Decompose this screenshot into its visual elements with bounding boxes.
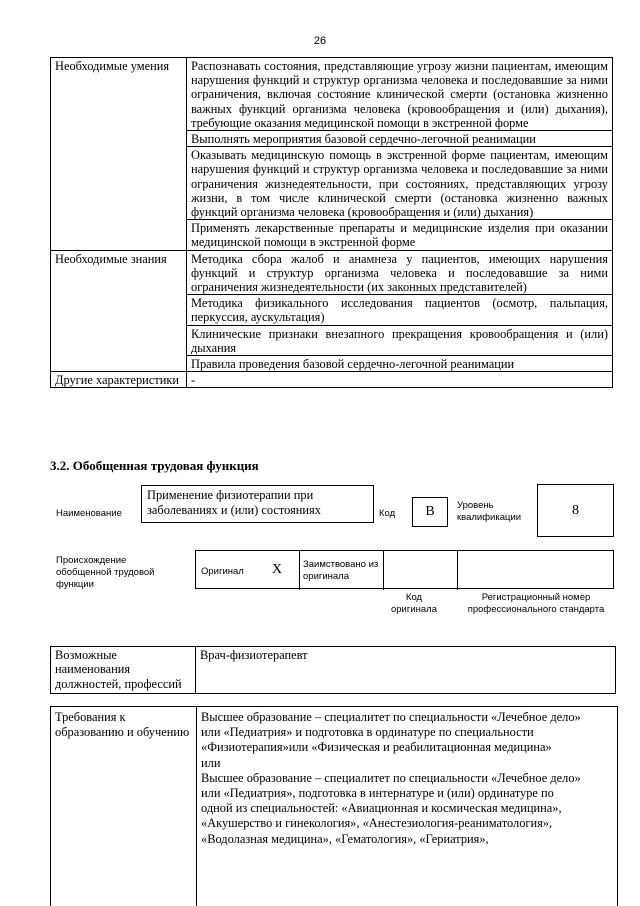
function-name-box: Применение физиотерапии при заболеваниях и (или) состояниях — [141, 485, 374, 523]
original-label: Оригинал — [201, 566, 244, 577]
origin-divider — [383, 551, 384, 590]
skill-item: Выполнять мероприятия базовой сердечно-легочной реанимации — [187, 131, 613, 147]
education-divider — [196, 707, 197, 906]
education-line: или «Педиатрия», подготовка в интернатуре и (или) ординатуре по — [201, 786, 554, 801]
education-line: или «Педиатрия» и подготовка в ординатуре по специальности — [201, 725, 534, 740]
section-title: 3.2. Обобщенная трудовая функция — [50, 458, 259, 473]
positions-value: Врач-физиотерапевт — [196, 647, 616, 694]
name-label: Наименование — [56, 508, 122, 519]
education-line: или — [201, 755, 221, 770]
skill-item: Применять лекарственные препараты и медицинские изделия при оказании медицинской помощи в экстренной форме — [187, 220, 613, 250]
code-original-label: Код оригинала — [390, 592, 437, 615]
level-label: Уровень квалификации — [457, 500, 522, 523]
reg-number-label: Регистрационный номер профессионального стандарта — [467, 592, 605, 615]
knowledge-item: Методика физикального исследования пациентов (осмотр, пальпация, перкуссия, аускультация) — [187, 295, 613, 325]
origin-label: Происхождение обобщенной трудовой функции — [56, 555, 155, 590]
skills-label: Необходимые умения — [51, 58, 187, 251]
education-line: одной из специальностей: «Авиационная и космическая медицина», — [201, 801, 562, 816]
education-value — [201, 710, 613, 847]
education-line: «Физиотерапия»или «Физическая и реабилитационная медицина» — [201, 740, 552, 755]
knowledge-item: Правила проведения базовой сердечно-легочной реанимации — [187, 356, 613, 372]
education-line: «Акушерство и гинекология», «Анестезиология-реаниматология», — [201, 816, 553, 831]
origin-divider — [457, 551, 458, 590]
original-mark: X — [272, 562, 283, 577]
positions-table — [50, 646, 616, 694]
skill-item: Оказывать медицинскую помощь в экстренной форме пациентам, имеющим нарушения функций и структур организма человека и последовавшие за ними ограничения жизнедеятельности, при состояниях, представляющих угрозу жизни, в том числе клинической смерти (остановка жизненно важных функций организма человека (кровообращения и (или) дыхания) — [187, 147, 613, 220]
page-number: 26 — [313, 35, 327, 47]
education-line: «Водолазная медицина», «Гематология», «Гериатрия», — [201, 831, 489, 846]
borrowed-label: Заимствовано из оригинала — [303, 559, 379, 582]
origin-divider — [299, 551, 300, 590]
education-label: Требования к образованию и обучению — [55, 710, 190, 739]
code-label: Код — [379, 508, 396, 519]
knowledge-item: Методика сбора жалоб и анамнеза у пациентов, имеющих нарушения функций и структур организма человека и последовавшие за ними ограничения жизнедеятельности (их законных представителей) — [187, 250, 613, 295]
skills-knowledge-table — [50, 57, 613, 388]
code-value-box: В — [412, 497, 448, 527]
education-table — [50, 706, 618, 906]
knowledge-label: Необходимые знания — [51, 250, 187, 372]
other-value: - — [187, 372, 613, 388]
education-line: Высшее образование – специалитет по специальности «Лечебное дело» — [201, 770, 581, 785]
skill-item: Распознавать состояния, представляющие угрозу жизни пациентам, имеющим нарушения функций и структур организма человека и последовавшие за ними ограничения, включая состояние клинической смерти (остановка жизненно важных функций организма человека (кровообращения и (или) дыхания), требующие оказания медицинской помощи в экстренной форме — [187, 58, 613, 131]
level-value-box: 8 — [537, 484, 614, 537]
origin-grid — [195, 550, 614, 589]
education-line: Высшее образование – специалитет по специальности «Лечебное дело» — [201, 710, 581, 724]
other-label: Другие характеристики — [51, 372, 187, 388]
knowledge-item: Клинические признаки внезапного прекращения кровообращения и (или) дыхания — [187, 325, 613, 355]
positions-label: Возможные наименования должностей, профессий — [51, 647, 196, 694]
